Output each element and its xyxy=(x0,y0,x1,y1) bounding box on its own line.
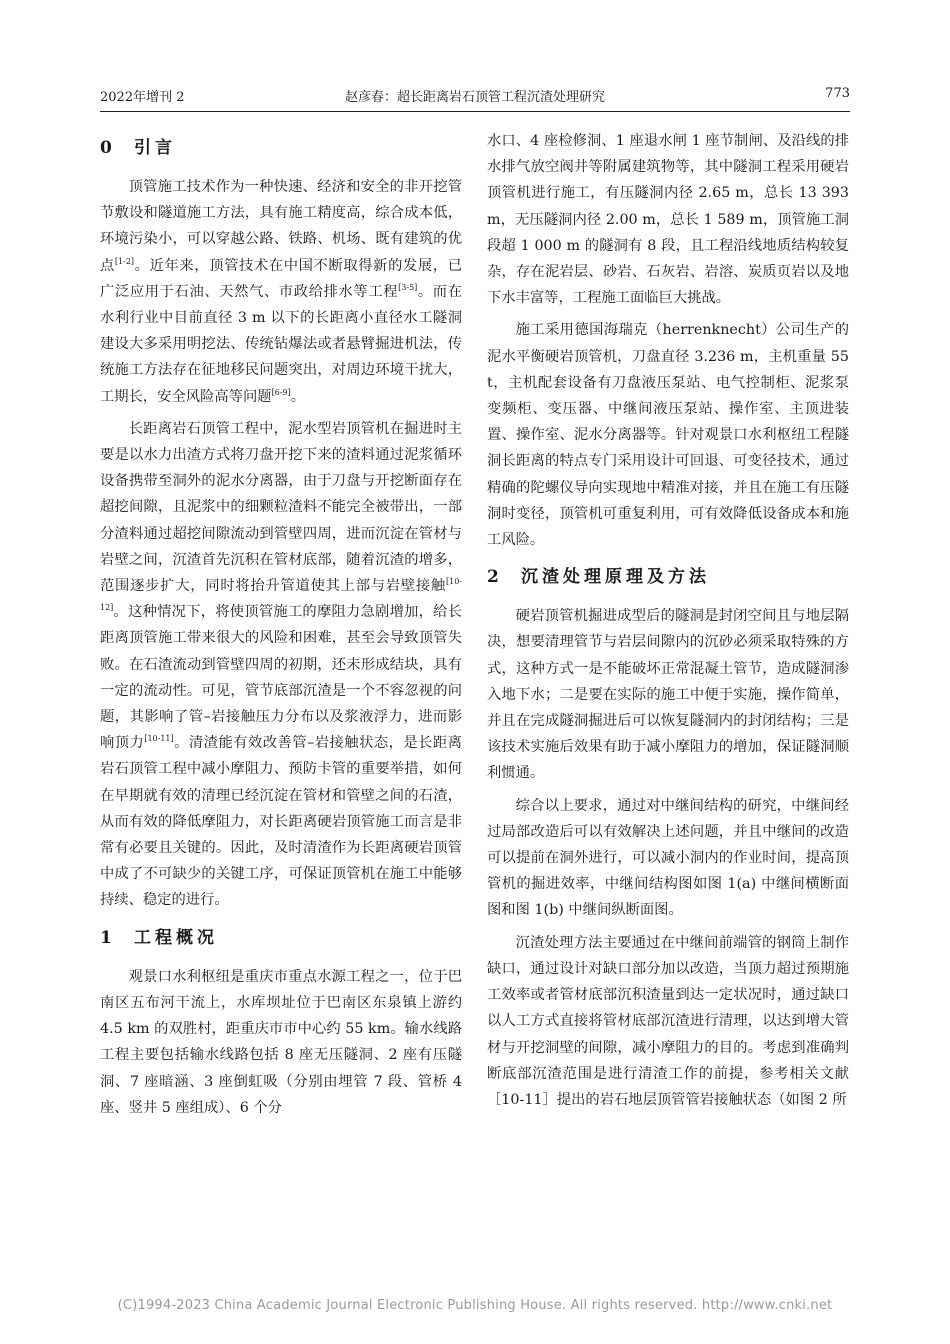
paragraph-overview-2: 施工采用德国海瑞克（herrenknecht）公司生产的泥水平衡硬岩顶管机，刀盘直径 3.236 m，主机重量 55 t，主机配套设备有刀盘液压泵站、电气控制柜、泥浆泵变频柜、变压器、中继间液压泵站、操作室、主顶进装置、操作室、泥水分离器等。针对观景口水利枢纽工程隧洞长距离的特点专门采用设计可回退、可变径技术，通过精确的陀螺仪导向实现地中精准对接，并且在施工有压隧洞时变径，顶管机可重复利用，可有效降低设备成本和施工风险。 xyxy=(487,322,849,549)
page-number: 773 xyxy=(825,86,850,101)
paragraph-intro-2: 长距离岩石顶管工程中，泥水型岩顶管机在掘进时主要是以水力出渣方式将刀盘开挖下来的渣料通过泥浆循环设备携带至洞外的泥水分离器，由于刀盘与开挖断面存在超挖间隙，且泥浆中的细颗粒渣料不能完全被带出，一部分渣料通过超挖间隙流动到管壁四周，进而沉淀在管材与岩壁之间，沉渣首先沉积在管材底部，随着沉渣的增多，范围逐步扩大，同时将抬升管道使其上部与岩壁接触[10-12]。这种情况下，将使顶管施工的摩阻力急剧增加，给长距离顶管施工带来很大的风险和困难，甚至会导致顶管失败。在石渣流动到管壁四周的初期，还未形成结块，具有一定的流动性。可见，管节底部沉渣是一个不容忽视的问题，其影响了管–岩接触压力分布以及浆液浮力，进而影响顶力[10-11]。清渣能有效改善管–岩接触状态，是长距离岩石顶管工程中减小摩阻力、预防卡管的重要举措，如何在早期就有效的清理已经沉淀在管材和管壁之间的石渣，从而有效的降低摩阻力，对长距离硬岩顶管施工而言是非常有必要且关键的。因此，及时清渣作为长距离硬岩顶管中成了不可缺少的关键工序，可保证顶管机在施工中能够持续、稳定的进行。 xyxy=(100,420,462,909)
paragraph-method-1: 硬岩顶管机掘进成型后的隧洞是封闭空间且与地层隔决，想要清理管节与岩层间隙内的沉砂必须采取特殊的方式，这种方式一是不能破坏正常混凝土管节，造成隧洞渗入地下水；二是要在实际的施工中便于实施，操作简单，并且在完成隧洞掘进后可以恢复隧洞内的封闭结构；三是该技术实施后效果有助于减小摩阻力的增加，保证隧洞顺利惯通。 xyxy=(487,608,849,782)
header-rule xyxy=(100,111,850,112)
section-heading-2 xyxy=(487,563,849,591)
section-title: 引言 xyxy=(134,138,176,158)
paragraph-overview-1: 观景口水利枢纽是重庆市重点水源工程之一，位于巴南区五布河干流上，水库坝址位于巴南区东泉镇上游约 4.5 km 的双胜村，距重庆市市中心约 55 km。输水线路工程主要包括输水线路包括 8 座无压隧洞、2 座有压隧洞、7 座暗涵、3 座倒虹吸（分别由埋管 7 段、管桥 4 座、竖井 5 座组成）、6 个分 xyxy=(100,968,462,1116)
citation: [3-5] xyxy=(398,283,418,293)
running-title: 赵彦春：超长距离岩石顶管工程沉渣处理研究 xyxy=(344,90,605,105)
section-number: 2 xyxy=(487,567,499,588)
journal-issue: 2022年增刊 2 xyxy=(100,90,185,105)
copyright-footer: (C)1994-2023 China Academic Journal Electronic Publishing House. All rights reserved. http://www.cnki.net xyxy=(117,1298,833,1313)
paragraph-overview-continued: 水口、4 座检修洞、1 座退水闸 1 座节制闸、及沿线的排水排气放空阀井等附属建筑物等，其中隧洞工程采用硬岩顶管机进行施工，有压隧洞内径 2.65 m，总长 13 393 m，无压隧洞内径 2.00 m，总长 1 589 m，顶管施工洞段超 1 000 m 的隧洞有 8 段，且工程沿线地质结构较复杂，存在泥岩层、砂岩、石灰岩、岩溶、炭质页岩以及地下水丰富等，工程施工面临巨大挑战。 xyxy=(487,133,849,307)
section-heading-1 xyxy=(100,924,462,952)
section-number: 0 xyxy=(100,138,112,158)
running-header xyxy=(100,86,850,112)
section-title: 沉渣处理原理及方法 xyxy=(521,567,710,588)
paragraph-method-3: 沉渣处理方法主要通过在中继间前端管的钢筒上制作缺口，通过设计对缺口部分加以改造，当顶力超过预期施工效率或者管材底部沉积渣量到达一定状况时，通过缺口以人工方式直接将管材底部沉渣进行清理，以达到增大管材与开挖洞壁的间隙，减小摩阻力的目的。考虑到准确判断底部沉渣范围是进行清渣工作的前提，参考相关文献［10-11］提出的岩石地层顶管管岩接触状态（如图 2 所 xyxy=(487,934,849,1108)
citation: [1-2] xyxy=(114,256,135,266)
paragraph-method-2: 综合以上要求，通过对中继间结构的研究，中继间经过局部改造后可以有效解决上述问题，并且中继间的改造可以提前在洞外进行，可以减小洞内的作业时间，提高顶管机的掘进效率，中继间结构图如图 1(a) 中继间横断面图和图 1(b) 中继间纵断面图。 xyxy=(487,797,849,919)
left-column xyxy=(100,128,462,1121)
right-column xyxy=(487,128,849,1113)
section-title: 工程概况 xyxy=(134,927,218,948)
section-number: 1 xyxy=(100,927,112,948)
paragraph-intro-1: 顶管施工技术作为一种快速、经济和安全的非开挖管节敷设和隧道施工方法，具有施工精度高，综合成本低，环境污染小，可以穿越公路、铁路、机场、既有建筑的优点[1-2]。近年来，顶管技术在中国不断取得新的发展，已广泛应用于石油、天然气、市政给排水等工程[3-5]。而在水利行业中目前直径 3 m 以下的长距离小直径水工隧洞建设大多采用明挖法、传统钻爆法或者悬臂掘进机法，传统施工方法存在征地移民问题突出，对周边环境干扰大，工期长，安全风险高等问题[6-9]。 xyxy=(100,179,463,405)
citation: [10-12] xyxy=(100,577,462,613)
citation: [6-9] xyxy=(271,387,291,397)
section-heading-0 xyxy=(100,134,462,162)
citation: [10-11] xyxy=(144,734,174,744)
